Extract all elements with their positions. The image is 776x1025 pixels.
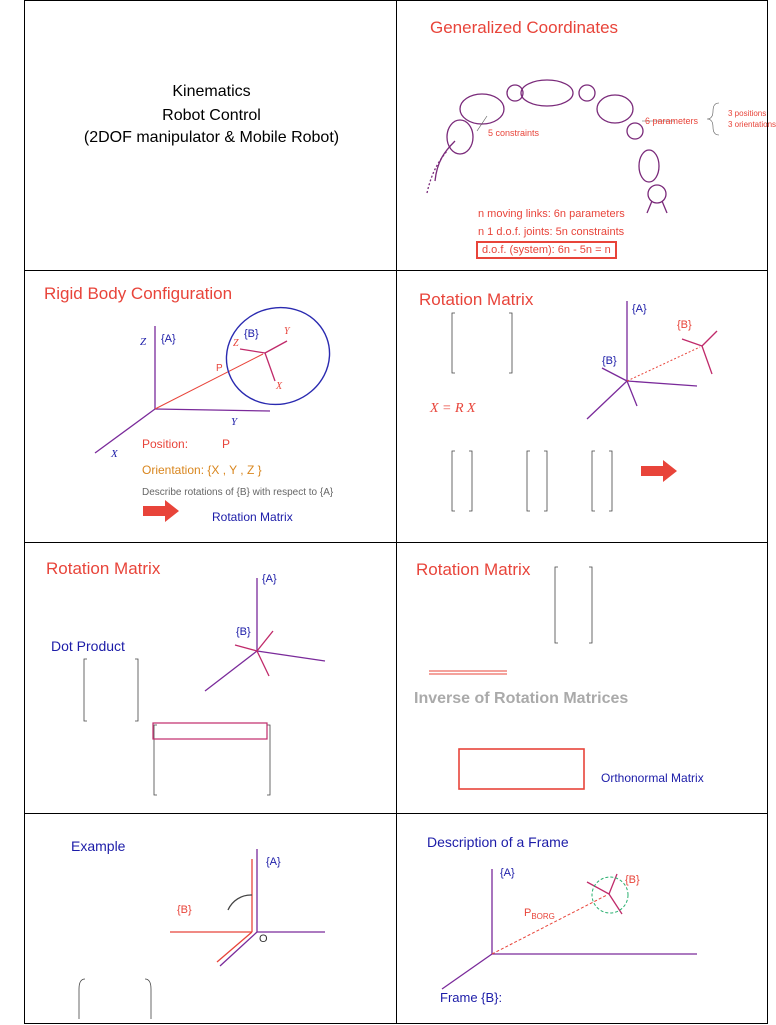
slide5-frameA: {A} xyxy=(262,573,277,585)
slide6-orthonormal: Orthonormal Matrix xyxy=(601,771,704,785)
slide7-origin: O xyxy=(259,933,268,945)
slide2-params: 6 parameters xyxy=(645,116,699,126)
slide8-frame-eq: Frame {B}: xyxy=(440,990,503,1005)
slide3-xA: X xyxy=(111,448,118,460)
slide8-frameB: {B} xyxy=(625,874,640,886)
slide-rotation-matrix-1 xyxy=(396,270,768,543)
slide5-dot-product: Dot Product xyxy=(51,638,125,654)
slide3-orientation: Orientation: {X , Y , Z } xyxy=(142,463,262,477)
slide8-title: Description of a Frame xyxy=(427,834,569,850)
slide5-frameB: {B} xyxy=(236,626,251,638)
example-diagram xyxy=(25,814,398,1025)
slide3-zB: Z xyxy=(233,338,239,349)
slide7-frameA: {A} xyxy=(266,856,281,868)
slide3-p: P xyxy=(216,363,223,374)
slide3-frameB: {B} xyxy=(244,328,259,340)
slide7-title: Example xyxy=(71,838,126,854)
slide4-frameB: {B} xyxy=(677,319,692,331)
rigid-body-diagram xyxy=(25,271,398,544)
slide3-yB: Y xyxy=(284,326,290,337)
slide1-line2: Robot Control xyxy=(162,107,261,124)
slide1-line1: Kinematics xyxy=(172,83,251,100)
slide-rigid-body xyxy=(24,270,397,543)
slide-rotation-matrix-3 xyxy=(396,542,768,815)
slide2-constraints: 5 constraints xyxy=(488,128,540,138)
slide-frame-description xyxy=(396,813,768,1024)
slide2-orientations: 3 orientations xyxy=(728,120,776,129)
slide8-pborg-label: P xyxy=(524,907,532,919)
slide3-rotation-matrix: Rotation Matrix xyxy=(212,510,293,524)
slide6-title: Rotation Matrix xyxy=(416,560,531,579)
slide8-frameA: {A} xyxy=(500,867,515,879)
slide-title xyxy=(24,0,397,271)
slide5-title: Rotation Matrix xyxy=(46,559,161,578)
slide3-position-val: P xyxy=(222,437,231,451)
slide3-yA: Y xyxy=(231,416,238,428)
slide-example xyxy=(24,813,397,1024)
dot-product-diagram xyxy=(25,543,398,816)
slide-rotation-matrix-2 xyxy=(24,542,397,815)
slide6-inverse-title: Inverse of Rotation Matrices xyxy=(414,690,629,707)
slide2-positions: 3 positions xyxy=(728,109,767,118)
slide2-title: Generalized Coordinates xyxy=(430,18,619,37)
inverse-diagram xyxy=(397,543,769,816)
slide4-title: Rotation Matrix xyxy=(419,290,534,309)
slide3-xB: X xyxy=(276,381,283,392)
slide2-line2: n 1 d.o.f. joints: 5n constraints xyxy=(478,226,625,238)
slide4-frameB2: {B} xyxy=(602,355,617,367)
slide-generalized-coordinates xyxy=(396,0,776,271)
slide7-frameB: {B} xyxy=(177,904,192,916)
slide8-pborg-sub: BORG xyxy=(531,912,555,922)
slide3-frameA: {A} xyxy=(161,333,176,345)
slide2-box: d.o.f. (system): 6n - 5n = n xyxy=(476,241,617,259)
slide3-describe: Describe rotations of {B} with respect to {A} xyxy=(142,487,334,498)
slide3-title: Rigid Body Configuration xyxy=(44,284,233,303)
slide4-frameA: {A} xyxy=(632,303,647,315)
slide2-line1: n moving links: 6n parameters xyxy=(478,208,625,220)
slide4-eq: X = R X xyxy=(430,401,476,416)
slide3-zA: Z xyxy=(140,336,147,348)
slide8-pborg xyxy=(524,907,555,921)
slide3-position: Position: xyxy=(142,437,189,451)
slide1-line3: (2DOF manipulator & Mobile Robot) xyxy=(83,129,340,146)
